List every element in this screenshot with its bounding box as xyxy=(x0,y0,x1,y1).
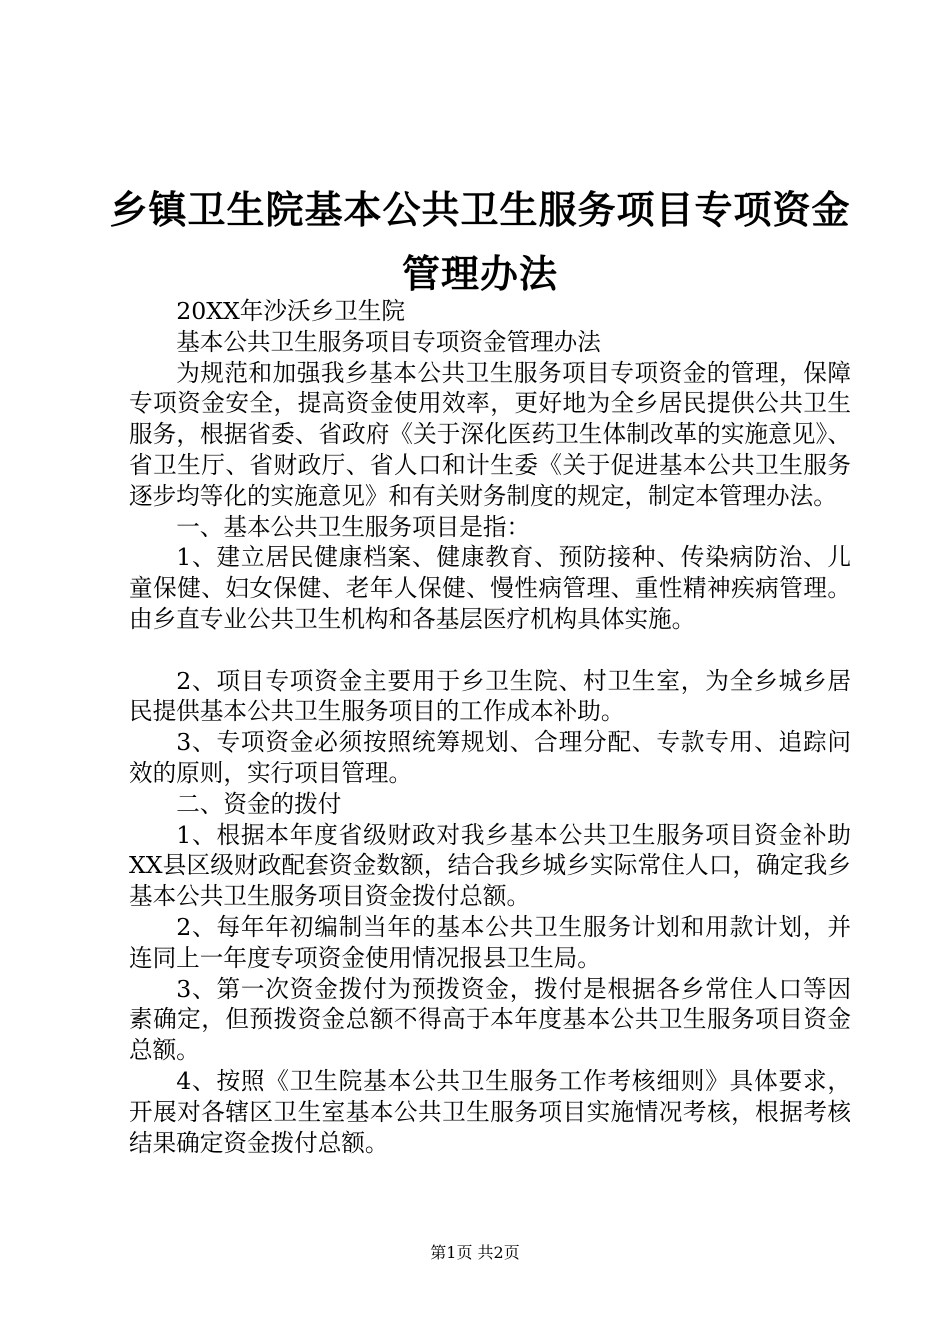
paragraph: 为规范和加强我乡基本公共卫生服务项目专项资金的管理，保障专项资金安全，提高资金使用效率，更好地为全乡居民提供公共卫生服务，根据省委、省政府《关于深化医药卫生体制改革的实施意见》、省卫生厅、省财政厅、省人口和计生委《关于促进基本公共卫生服务逐步均等化的实施意见》和有关财务制度的规定，制定本管理办法。 xyxy=(129,358,851,510)
paragraph: 1、根据本年度省级财政对我乡基本公共卫生服务项目资金补助XX县区级财政配套资金数额，结合我乡城乡实际常住人口，确定我乡基本公共卫生服务项目资金拨付总额。 xyxy=(129,820,851,911)
paragraph: 3、专项资金必须按照统筹规划、合理分配、专款专用、追踪问效的原则，实行项目管理。 xyxy=(129,728,851,787)
document-body xyxy=(129,296,851,1158)
paragraph: 4、按照《卫生院基本公共卫生服务工作考核细则》具体要求，开展对各辖区卫生室基本公共卫生服务项目实施情况考核，根据考核结果确定资金拨付总额。 xyxy=(129,1066,851,1157)
paragraph: 2、项目专项资金主要用于乡卫生院、村卫生室，为全乡城乡居民提供基本公共卫生服务项目的工作成本补助。 xyxy=(129,666,851,726)
page-footer: 第1页 共2页 xyxy=(430,1243,520,1262)
blank-line xyxy=(129,635,851,666)
paragraph: 3、第一次资金拨付为预拨资金，拨付是根据各乡常住人口等因素确定，但预拨资金总额不得高于本年度基本公共卫生服务项目资金总额。 xyxy=(129,974,851,1065)
section-heading: 二、资金的拨付 xyxy=(176,789,342,818)
paragraph: 1、建立居民健康档案、健康教育、预防接种、传染病防治、儿童保健、妇女保健、老年人保健、慢性病管理、重性精神疾病管理。由乡直专业公共卫生机构和各基层医疗机构具体实施。 xyxy=(129,543,851,633)
document-title: 乡镇卫生院基本公共卫生服务项目专项资金管理办法 xyxy=(109,187,851,296)
paragraph: 2、每年年初编制当年的基本公共卫生服务计划和用款计划，并连同上一年度专项资金使用情况报县卫生局。 xyxy=(129,912,851,972)
section-heading: 一、基本公共卫生服务项目是指： xyxy=(176,512,531,541)
paragraph: 基本公共卫生服务项目专项资金管理办法 xyxy=(176,327,601,356)
paragraph: 20XX年沙沃乡卫生院 xyxy=(176,297,405,325)
